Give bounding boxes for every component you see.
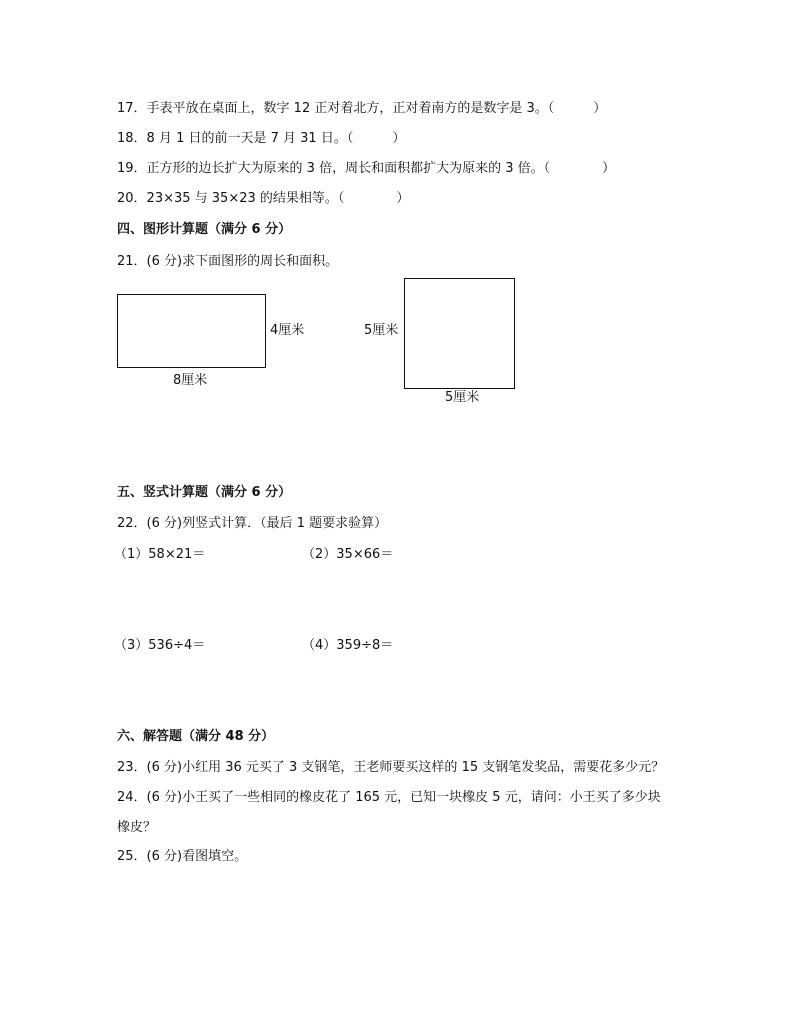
- square-bottom-label: 5厘米: [445, 390, 480, 405]
- question-20: 20．23×35 与 35×23 的结果相等。（ ）: [117, 191, 410, 206]
- question-23: 23．(6 分)小红用 36 元买了 3 支钢笔，王老师要买这样的 15 支钢笔发奖品，需要花多少元？: [117, 760, 665, 775]
- section-6-heading: 六、解答题（满分 48 分）: [117, 729, 275, 744]
- question-21: 21．(6 分)求下面图形的周长和面积。: [117, 254, 339, 269]
- question-18: 18．8 月 1 日的前一天是 7 月 31 日。（ ）: [117, 131, 406, 146]
- calc-item-3: （3）536÷4＝: [114, 638, 206, 653]
- square-side-label: 5厘米: [364, 323, 399, 338]
- question-17: 17．手表平放在桌面上，数字 12 正对着北方，正对着南方的是数字是 3。（ ）: [117, 101, 607, 116]
- calc-item-4: （4）359÷8＝: [302, 638, 394, 653]
- rectangle-width-label: 8厘米: [173, 373, 208, 388]
- question-24-line-2: 橡皮？: [117, 820, 157, 835]
- section-4-heading: 四、图形计算题（满分 6 分）: [117, 222, 292, 237]
- rectangle-figure: [117, 294, 266, 368]
- calc-item-2: （2）35×66＝: [302, 547, 394, 562]
- question-25: 25．(6 分)看图填空。: [117, 849, 248, 864]
- section-5-heading: 五、竖式计算题（满分 6 分）: [117, 485, 292, 500]
- calc-item-1: （1）58×21＝: [114, 547, 206, 562]
- question-24-line-1: 24．(6 分)小王买了一些相同的橡皮花了 165 元，已知一块橡皮 5 元，请问：小王买了多少块: [117, 790, 661, 805]
- square-figure: [404, 278, 515, 389]
- question-22: 22．(6 分)列竖式计算．（最后 1 题要求验算）: [117, 516, 388, 531]
- question-19: 19．正方形的边长扩大为原来的 3 倍，周长和面积都扩大为原来的 3 倍。（ ）: [117, 161, 616, 176]
- rectangle-height-label: 4厘米: [270, 323, 305, 338]
